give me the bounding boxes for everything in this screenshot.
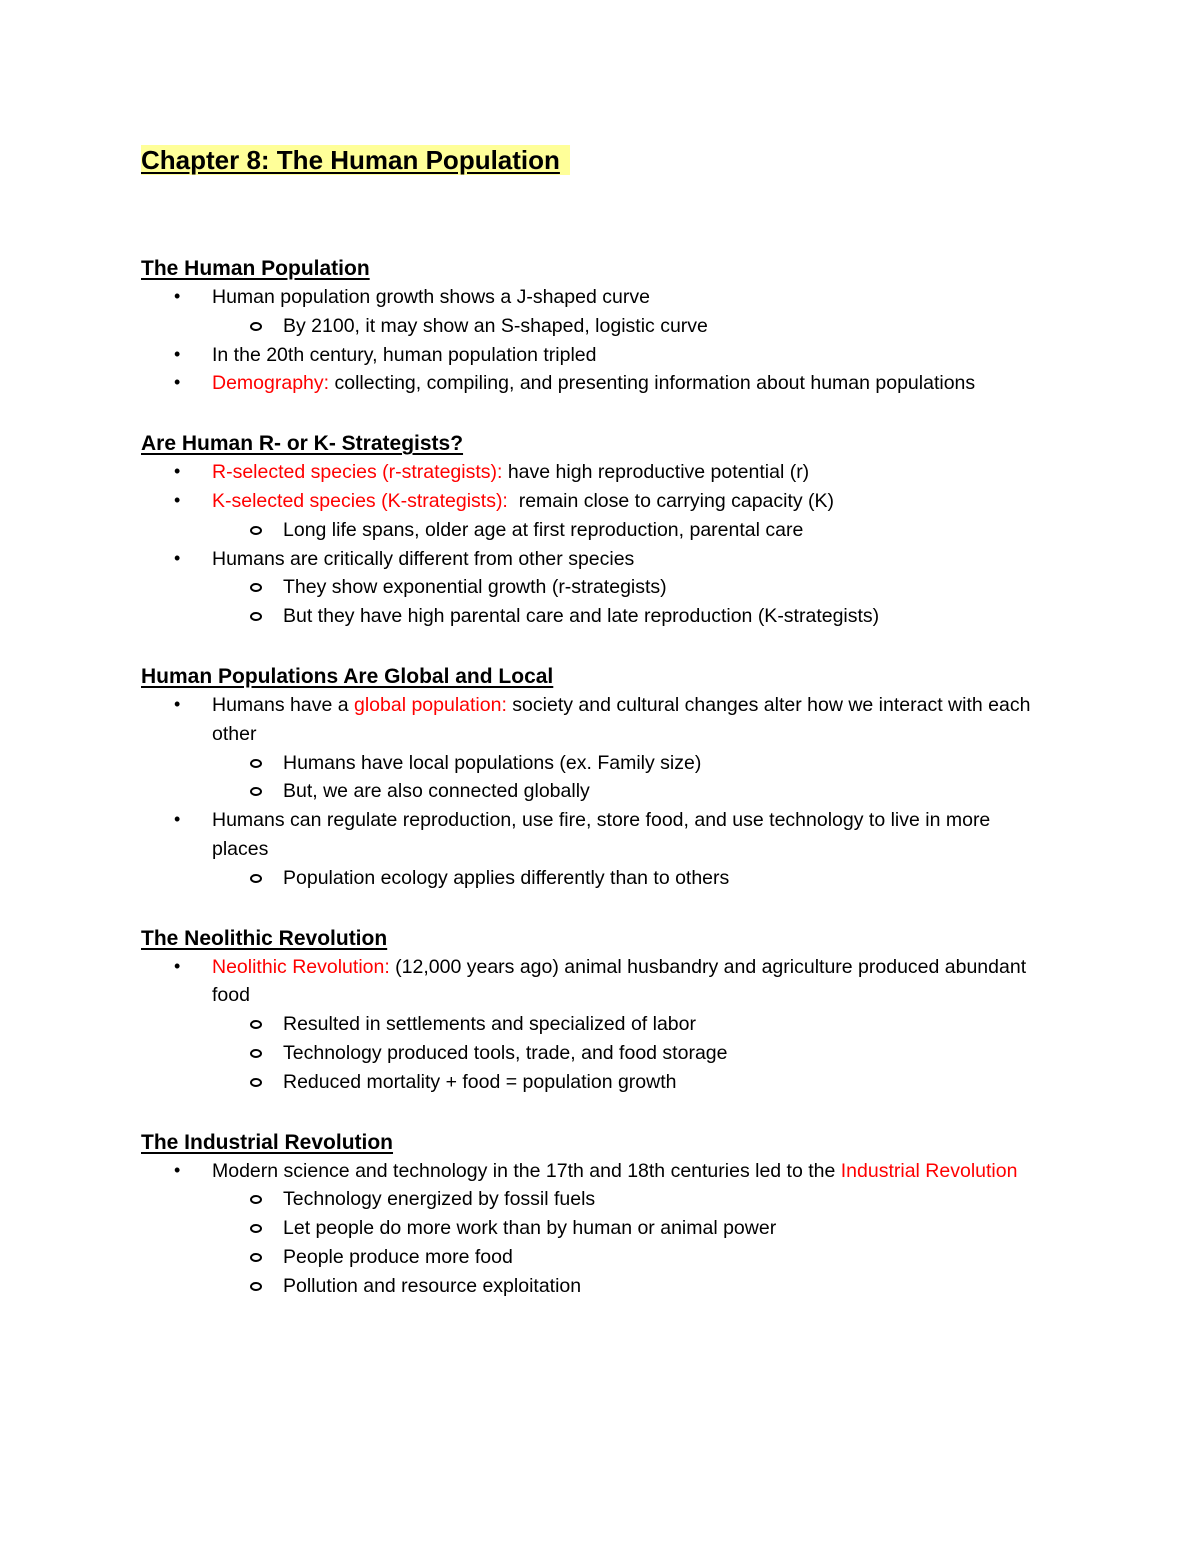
sub-bullet-list xyxy=(212,516,1041,545)
item-text: Human population growth shows a J-shaped curve xyxy=(212,286,650,308)
sections-container xyxy=(141,254,1041,1301)
section-heading: Are Human R- or K- Strategists? xyxy=(141,432,464,456)
sub-item-text: Population ecology applies differently than to others xyxy=(283,866,730,889)
bullet-icon: • xyxy=(174,955,181,976)
circle-bullet-icon xyxy=(250,526,262,535)
item-text-prefix: Humans have a xyxy=(212,693,354,716)
item-text: (12,000 years ago) animal husbandry and agriculture produced abundant food xyxy=(212,955,1032,1007)
section xyxy=(141,662,1041,893)
bullet-list xyxy=(141,691,1041,893)
key-term: Neolithic Revolution: xyxy=(212,955,390,978)
list-item xyxy=(141,369,1041,398)
section-spacer xyxy=(141,893,1041,924)
circle-bullet-icon xyxy=(250,612,262,621)
sub-list-item xyxy=(212,1272,1041,1301)
section-heading: The Neolithic Revolution xyxy=(141,926,388,950)
sub-item-text: They show exponential growth (r-strategists) xyxy=(283,576,667,599)
bullet-icon: • xyxy=(174,461,181,482)
list-item xyxy=(141,806,1041,892)
section-heading: Human Populations Are Global and Local xyxy=(141,664,554,688)
sub-list-item xyxy=(212,312,1041,341)
circle-bullet-icon xyxy=(250,322,262,331)
section-heading: The Industrial Revolution xyxy=(141,1130,394,1154)
sub-item-text: Let people do more work than by human or animal power xyxy=(283,1217,777,1240)
sub-bullet-list xyxy=(212,864,1041,893)
sub-item-text: People produce more food xyxy=(283,1245,513,1268)
bullet-icon: • xyxy=(174,693,181,714)
sub-bullet-list xyxy=(212,573,1041,631)
sub-item-text: But they have high parental care and late reproduction (K-strategists) xyxy=(283,605,880,628)
sub-list-item xyxy=(212,864,1041,893)
list-item xyxy=(141,691,1041,806)
bullet-list xyxy=(141,283,1041,398)
sub-item-text: Long life spans, older age at first reproduction, parental care xyxy=(283,518,804,541)
key-term: global population: xyxy=(354,693,507,716)
item-text: remain close to carrying capacity (K) xyxy=(507,489,835,512)
key-term: Industrial Revolution xyxy=(840,1159,1018,1182)
sub-bullet-list xyxy=(212,312,1041,341)
circle-bullet-icon xyxy=(250,1020,262,1029)
section-spacer xyxy=(141,631,1041,662)
document-page xyxy=(141,140,1041,1301)
sub-bullet-list xyxy=(212,1010,1041,1096)
circle-bullet-icon xyxy=(250,1078,262,1087)
item-text: Humans can regulate reproduction, use fire, store food, and use technology to live in more places xyxy=(212,809,996,860)
sub-list-item xyxy=(212,1243,1041,1272)
circle-bullet-icon xyxy=(250,1049,262,1058)
bullet-list xyxy=(141,953,1041,1097)
sub-list-item xyxy=(212,1185,1041,1214)
item-text: Humans are critically different from other species xyxy=(212,547,635,570)
list-item xyxy=(141,283,1041,341)
item-text: have high reproductive potential (r) xyxy=(502,461,810,484)
sub-item-text: Technology produced tools, trade, and food storage xyxy=(283,1041,728,1064)
circle-bullet-icon xyxy=(250,759,262,768)
sub-item-text: Resulted in settlements and specialized of labor xyxy=(283,1013,696,1036)
list-item xyxy=(141,458,1041,487)
list-item xyxy=(141,953,1041,1097)
item-text: collecting, compiling, and presenting information about human populations xyxy=(329,372,976,395)
sub-list-item xyxy=(212,1214,1041,1243)
key-term: K-selected species (K-strategists): xyxy=(212,489,508,512)
sub-bullet-list xyxy=(212,1185,1041,1300)
sub-item-text: Pollution and resource exploitation xyxy=(283,1274,582,1297)
sub-item-text: Technology energized by fossil fuels xyxy=(283,1188,596,1211)
list-item xyxy=(141,545,1041,631)
section xyxy=(141,1128,1041,1301)
bullet-icon: • xyxy=(174,1159,181,1180)
key-term: R-selected species (r-strategists): xyxy=(212,461,503,484)
sub-list-item xyxy=(212,777,1041,806)
circle-bullet-icon xyxy=(250,1282,262,1291)
list-item xyxy=(141,1157,1041,1301)
circle-bullet-icon xyxy=(250,1224,262,1233)
section xyxy=(141,254,1041,398)
sub-list-item xyxy=(212,516,1041,545)
bullet-icon: • xyxy=(174,343,181,364)
sub-item-text: But, we are also connected globally xyxy=(283,780,590,803)
chapter-title xyxy=(141,140,1041,180)
sub-bullet-list xyxy=(212,749,1041,807)
bullet-list xyxy=(141,1157,1041,1301)
section-heading: The Human Population xyxy=(141,257,370,280)
circle-bullet-icon xyxy=(250,1195,262,1204)
section xyxy=(141,924,1041,1097)
bullet-icon: • xyxy=(174,372,181,393)
section-spacer xyxy=(141,1097,1041,1128)
sub-list-item xyxy=(212,573,1041,602)
bullet-icon: • xyxy=(174,809,181,830)
sub-item-text: Reduced mortality + food = population growth xyxy=(283,1070,677,1093)
spacer xyxy=(141,180,1041,254)
list-item xyxy=(141,487,1041,545)
sub-list-item xyxy=(212,1010,1041,1039)
key-term: Demography: xyxy=(212,372,330,395)
circle-bullet-icon xyxy=(250,583,262,592)
section-spacer xyxy=(141,398,1041,429)
circle-bullet-icon xyxy=(250,1253,262,1262)
item-text-prefix: Modern science and technology in the 17th and 18th centuries led to the xyxy=(212,1159,841,1182)
bullet-icon: • xyxy=(174,286,181,306)
item-text: In the 20th century, human population tripled xyxy=(212,343,597,366)
list-item xyxy=(141,341,1041,370)
bullet-icon: • xyxy=(174,489,181,510)
circle-bullet-icon xyxy=(250,787,262,796)
sub-list-item xyxy=(212,1068,1041,1097)
chapter-title-text: Chapter 8: The Human Population xyxy=(141,145,570,175)
sub-item-text: By 2100, it may show an S-shaped, logistic curve xyxy=(283,314,708,337)
sub-item-text: Humans have local populations (ex. Family size) xyxy=(283,751,702,774)
sub-list-item xyxy=(212,602,1041,631)
sub-list-item xyxy=(212,749,1041,778)
bullet-icon: • xyxy=(174,547,181,568)
sub-list-item xyxy=(212,1039,1041,1068)
item-text: society and cultural changes alter how we interact with each other xyxy=(212,693,1036,745)
circle-bullet-icon xyxy=(250,874,262,883)
bullet-list xyxy=(141,458,1041,631)
section xyxy=(141,429,1041,631)
